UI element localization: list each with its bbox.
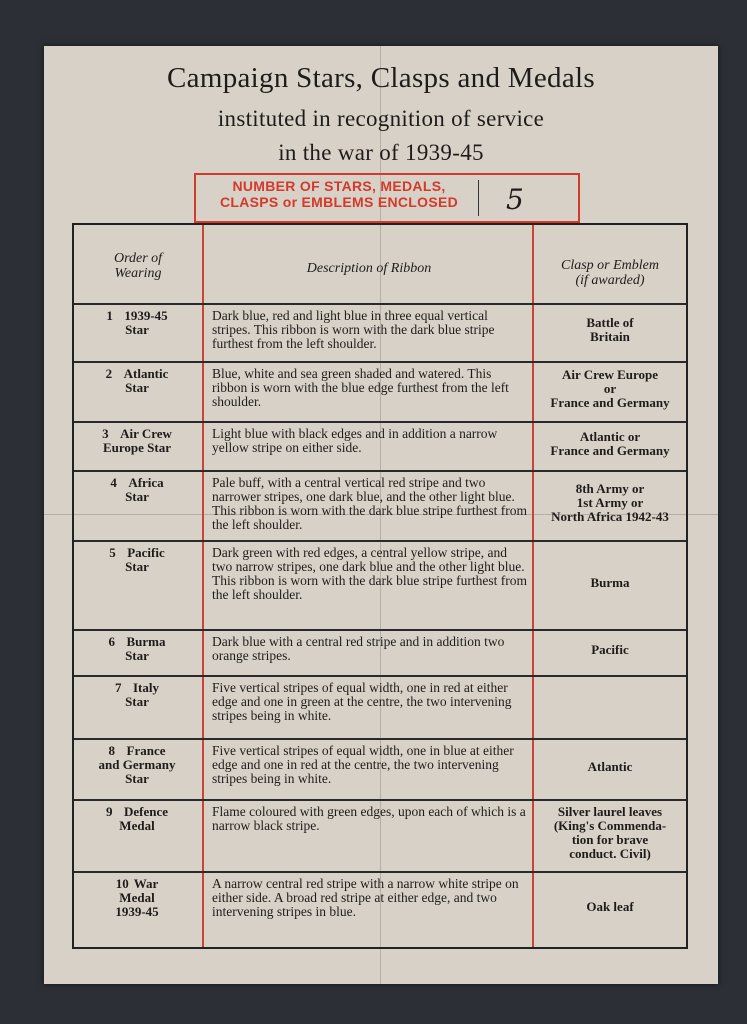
row-ribbon-description: Five vertical stripes of equal width, one in red at either edge and one in green at the centre, the two intervening stripes being in white. (212, 680, 512, 723)
header-order-of-wearing: Order of Wearing (113, 251, 163, 281)
row-ribbon-description: Pale buff, with a central vertical red stripe and two narrower stripes, one dark blue, and the other light blue. This ribbon is worn with the dark blue stripe furthest from the left shoulder. (212, 475, 527, 532)
row-ribbon-description: Dark blue, red and light blue in three equal vertical stripes. This ribbon is worn with the dark blue stripe furthest from the left shoulder. (212, 308, 495, 351)
row-award-name: 1 1939-45 Star (106, 308, 168, 337)
row-number: 1 (106, 308, 113, 323)
row-clasp-or-emblem: Air Crew Europe or France and Germany (550, 367, 670, 410)
row-number: 7 (115, 680, 122, 695)
table-row (74, 361, 686, 423)
medal-table (72, 223, 688, 949)
row-ribbon-description: A narrow central red stripe with a narrow white stripe on either side. A broad red stripe at either edge, and two intervening stripes in blue. (212, 876, 519, 919)
header-description: Description of Ribbon (306, 261, 432, 276)
row-clasp-or-emblem: Pacific (591, 642, 629, 657)
row-number: 3 (102, 426, 109, 441)
row-clasp-or-emblem: Battle of Britain (586, 315, 634, 344)
enclosed-count-label: NUMBER OF STARS, MEDALS, CLASPS or EMBLEMS ENCLOSED (219, 178, 459, 210)
table-row (74, 799, 686, 873)
row-ribbon-description: Five vertical stripes of equal width, one in blue at either edge and one in red at the centre, the two intervening stripes being in white. (212, 743, 514, 786)
table-row (74, 738, 686, 801)
row-award-name: 8 France and Germany Star (98, 743, 176, 786)
row-ribbon-description: Flame coloured with green edges, upon each of which is a narrow black stripe. (212, 804, 526, 833)
table-row (74, 675, 686, 740)
row-award-name: 10 War Medal 1939-45 (115, 876, 159, 919)
document-subtitle-line1: instituted in recognition of service (217, 106, 545, 131)
row-number: 4 (110, 475, 117, 490)
row-award-name: 6 Burma Star (108, 634, 166, 663)
row-number: 5 (109, 545, 116, 560)
row-ribbon-description: Dark green with red edges, a central yellow stripe, and two narrow stripes, one dark blue and the other light blue. This ribbon is worn with the dark blue stripe furthest from the left shoulder. (212, 545, 527, 602)
row-clasp-or-emblem: Oak leaf (586, 899, 634, 914)
table-row (74, 303, 686, 363)
enclosed-count-box (194, 173, 580, 223)
table-row (74, 629, 686, 677)
row-number: 10 (115, 876, 129, 891)
document-title: Campaign Stars, Clasps and Medals (167, 62, 595, 94)
row-number: 2 (105, 366, 113, 381)
enclosed-count-value: 5 (506, 183, 524, 216)
header-clasp-or-emblem: Clasp or Emblem (if awarded) (561, 258, 659, 288)
row-clasp-or-emblem: Silver laurel leaves (King's Commenda- tion for brave conduct. Civil) (553, 804, 667, 861)
table-row (74, 871, 686, 949)
row-clasp-or-emblem: Burma (590, 575, 630, 590)
row-number: 9 (105, 804, 113, 819)
table-row (74, 540, 686, 631)
document-subtitle-line2: in the war of 1939-45 (278, 140, 484, 165)
row-award-name: 7 Italy Star (115, 680, 159, 709)
row-ribbon-description: Light blue with black edges and in addition a narrow yellow stripe on either side. (212, 426, 498, 455)
table-row (74, 421, 686, 472)
row-ribbon-description: Dark blue with a central red stripe and in addition two orange stripes. (212, 634, 505, 663)
row-award-name: 2 Atlantic Star (105, 366, 169, 395)
row-clasp-or-emblem: Atlantic (587, 759, 633, 774)
medal-leaflet (44, 46, 718, 984)
box-divider (478, 180, 479, 216)
row-clasp-or-emblem: 8th Army or 1st Army or North Africa 1942-43 (551, 481, 669, 524)
row-number: 8 (108, 743, 115, 758)
row-award-name: 5 Pacific Star (109, 545, 165, 574)
row-award-name: 4 Africa Star (110, 475, 164, 504)
row-number: 6 (108, 634, 115, 649)
table-row (74, 470, 686, 542)
row-ribbon-description: Blue, white and sea green shaded and watered. This ribbon is worn with the blue edge furthest from the left shoulder. (212, 366, 509, 409)
row-award-name: 3 Air Crew Europe Star (102, 426, 172, 455)
row-clasp-or-emblem: Atlantic or France and Germany (550, 429, 670, 458)
row-award-name: 9 Defence Medal (105, 804, 169, 833)
